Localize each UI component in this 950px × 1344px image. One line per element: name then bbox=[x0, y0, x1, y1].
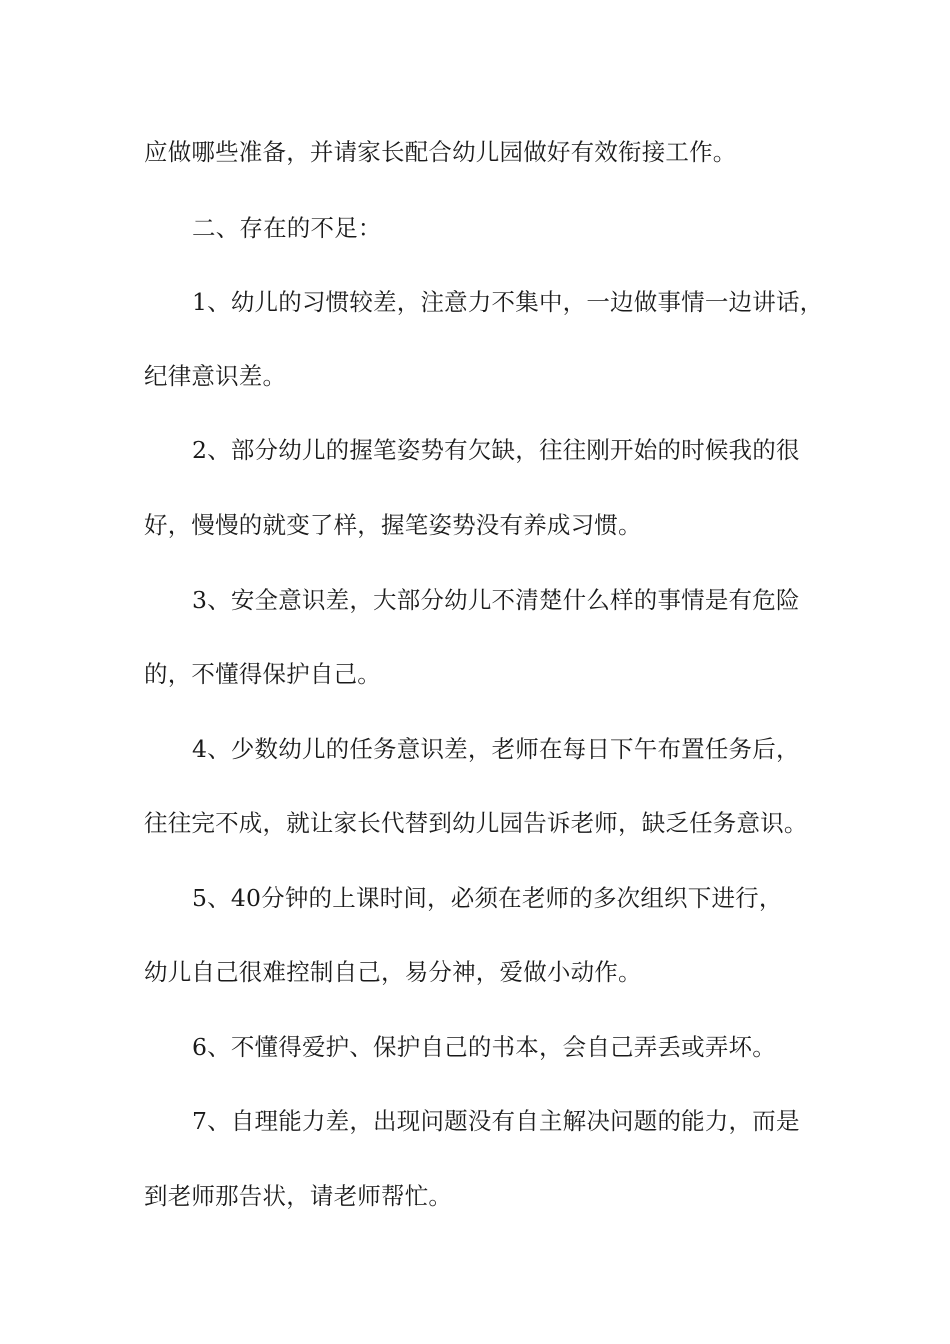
list-item-line: 1、幼儿的习惯较差，注意力不集中，一边做事情一边讲话， bbox=[192, 288, 824, 316]
list-item-line: 4、少数幼儿的任务意识差，老师在每日下午布置任务后， bbox=[192, 735, 800, 763]
list-item-line: 5、40分钟的上课时间，必须在老师的多次组织下进行， bbox=[192, 884, 783, 912]
list-item-line: 往往完不成，就让家长代替到幼儿园告诉老师，缺乏任务意识。 bbox=[144, 809, 808, 837]
list-item-line: 好，慢慢的就变了样，握笔姿势没有养成习惯。 bbox=[144, 511, 642, 539]
list-item-line: 的，不懂得保护自己。 bbox=[144, 660, 381, 688]
paragraph-line: 应做哪些准备，并请家长配合幼儿园做好有效衔接工作。 bbox=[144, 138, 737, 166]
list-item-line: 6、不懂得爱护、保护自己的书本，会自己弄丢或弄坏。 bbox=[192, 1033, 776, 1061]
list-item-line: 纪律意识差。 bbox=[144, 362, 287, 390]
list-item-line: 2、部分幼儿的握笔姿势有欠缺，往往刚开始的时候我的很 bbox=[192, 436, 800, 464]
list-item-line: 7、自理能力差，出现问题没有自主解决问题的能力，而是 bbox=[192, 1107, 800, 1135]
list-item-line: 到老师那告状，请老师帮忙。 bbox=[144, 1182, 453, 1210]
list-item-line: 幼儿自己很难控制自己，易分神，爱做小动作。 bbox=[144, 958, 642, 986]
section-heading: 二、存在的不足： bbox=[192, 214, 382, 242]
list-item-line: 3、安全意识差，大部分幼儿不清楚什么样的事情是有危险 bbox=[192, 586, 800, 614]
